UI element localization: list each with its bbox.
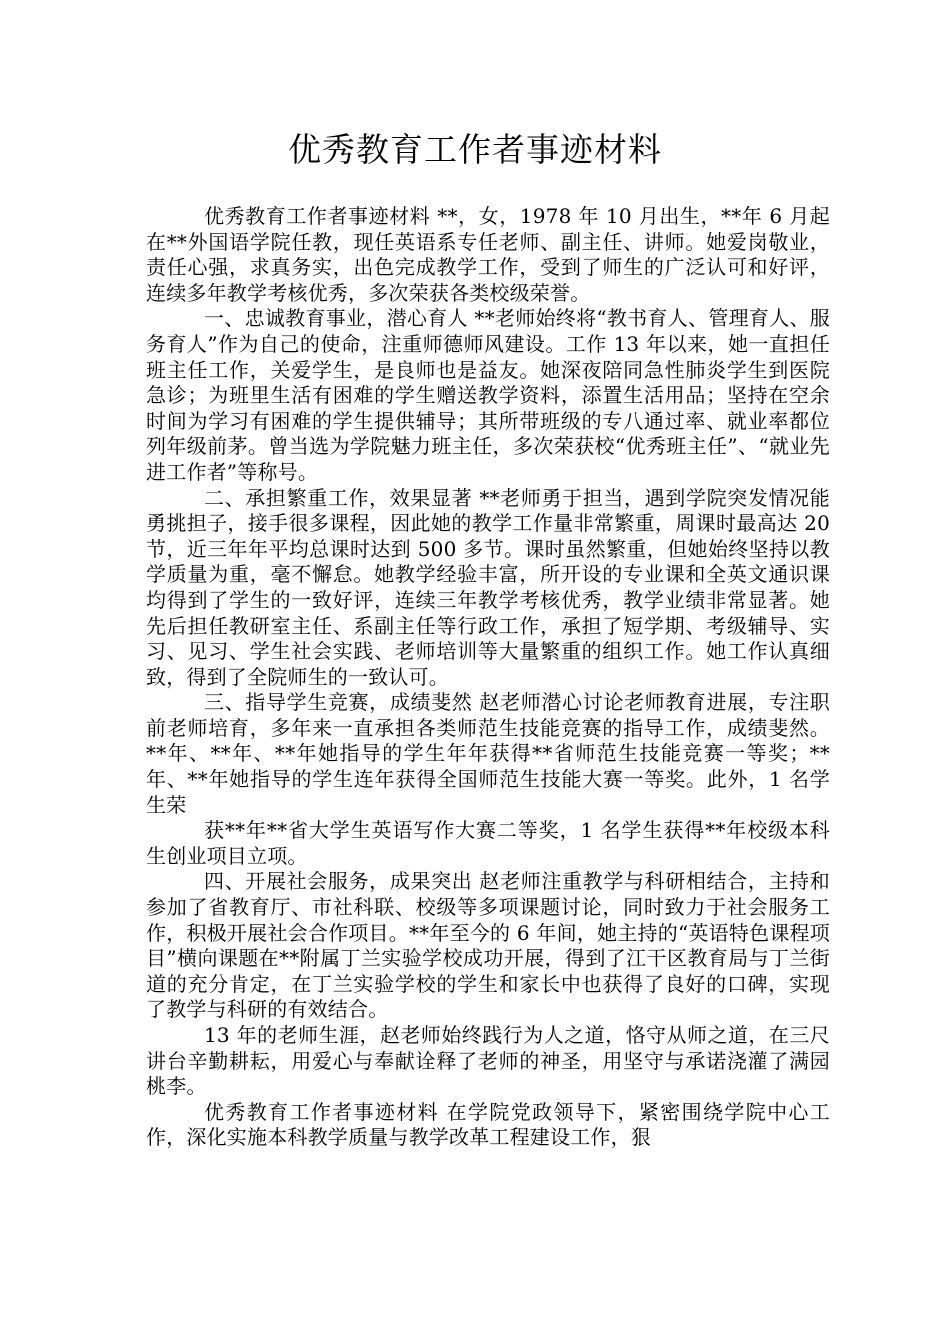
document-title: 优秀教育工作者事迹材料 — [288, 130, 662, 169]
paragraph-conclusion: 13 年的老师生涯，赵老师始终践行为人之道，恪守从师之道，在三尺讲台辛勤耕耘，用爱心与奉献诠释了老师的神圣，用坚守与承诺浇灌了满园桃李。 — [146, 1023, 830, 1099]
paragraph-section-3: 三、指导学生竞赛，成绩斐然 赵老师潜心讨论老师教育进展，专注职前老师培育，多年来一直承担各类师范生技能竞赛的指导工作，成绩斐然。**年、**年、**年她指导的学生年年获得**省师范生技能竞赛一等奖；**年、**年她指导的学生连年获得全国师范生技能大赛一等奖。此外，1 名学生荣 — [146, 690, 830, 817]
paragraph-intro: 优秀教育工作者事迹材料 **，女，1978 年 10 月出生，**年 6 月起在**外国语学院任教，现任英语系专任老师、副主任、讲师。她爱岗敬业，责任心强，求真务实，出色完成教学工作，受到了师生的广泛认可和好评，连续多年教学考核优秀，多次荣获各类校级荣誉。 — [146, 204, 830, 305]
paragraph-second-article: 优秀教育工作者事迹材料 在学院党政领导下，紧密围绕学院中心工作，深化实施本科教学质量与教学改革工程建设工作，狠 — [146, 1099, 830, 1150]
paragraph-section-2: 二、承担繁重工作，效果显著 **老师勇于担当，遇到学院突发情况能勇挑担子，接手很多课程，因此她的教学工作量非常繁重，周课时最高达 20 节，近三年年平均总课时达到 500 多节。课时虽然繁重，但她始终坚持以教学质量为重，毫不懈怠。她教学经验丰富，所开设的专业课和全英文通识课均得到了学生的一致好评，连续三年教学考核优秀，教学业绩非常显著。她先后担任教研室主任、系副主任等行政工作，承担了短学期、考级辅导、实习、见习、学生社会实践、老师培训等大量繁重的组织工作。她工作认真细致，得到了全院师生的一致认可。 — [146, 485, 830, 689]
document-body — [146, 204, 830, 1151]
paragraph-section-4: 四、开展社会服务，成果突出 赵老师注重教学与科研相结合，主持和参加了省教育厅、市社科联、校级等多项课题讨论，同时致力于社会服务工作，积极开展社会合作项目。**年至今的 6 年间，她主持的“英语特色课程项目”横向课题在**附属丁兰实验学校成功开展，得到了江干区教育局与丁兰街道的充分肯定，在丁兰实验学校的学生和家长中也获得了良好的口碑，实现了教学与科研的有效结合。 — [146, 869, 830, 1022]
paragraph-section-3-continued: 获**年**省大学生英语写作大赛二等奖，1 名学生获得**年校级本科生创业项目立项。 — [146, 818, 830, 868]
paragraph-section-1: 一、忠诚教育事业，潜心育人 **老师始终将“教书育人、管理育人、服务育人”作为自己的使命，注重师德师风建设。工作 13 年以来，她一直担任班主任工作，关爱学生，是良师也是益友。她深夜陪同急性肺炎学生到医院急诊；为班里生活有困难的学生赠送教学资料，添置生活用品；坚持在空余时间为学习有困难的学生提供辅导；其所带班级的专八通过率、就业率都位列年级前茅。曾当选为学院魅力班主任，多次荣获校“优秀班主任”、“就业先进工作者”等称号。 — [146, 306, 830, 484]
